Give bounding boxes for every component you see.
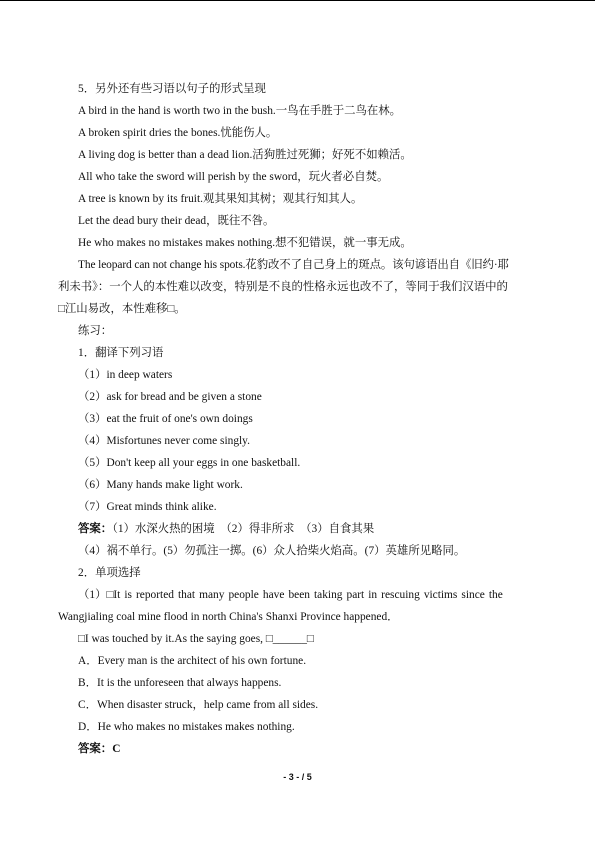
question-item: （3）eat the fruit of one's own doings [78,413,253,425]
idiom-line: A bird in the hand is worth two in the bush.一鸟在手胜于二鸟在林。 [78,105,402,117]
question-item: （4）Misfortunes never come singly. [78,435,250,447]
question-item: （1）in deep waters [78,369,173,381]
idiom-line: A tree is known by its fruit.观其果知其树；观其行知其人。 [78,193,363,205]
answer-value: C [112,743,121,755]
idiom-line: He who makes no mistakes makes nothing.想不犯错误，就一事无成。 [78,237,412,249]
question-stem: Wangjialing coal mine flood in north China's Shanxi Province happened． [58,611,399,623]
question-item: （5）Don't keep all your eggs in one basketball. [78,457,301,469]
question-stem: （1）□It is reported that many people have been taking part in rescuing victims since the [78,589,503,601]
page-content [58,78,541,760]
answer-line [78,738,541,760]
section-heading: 5．另外还有些习语以句子的形式呈现 [78,83,266,95]
leopard-paragraph-line: 利未书》：一个人的本性难以改变，特别是不良的性格永远也改不了，等同于我们汉语中的 [58,281,508,293]
answer-label: 答案： [78,743,113,755]
option-c: C．When disaster struck，help came from all sides. [78,699,319,711]
page-number: - 3 - / 5 [283,772,312,782]
top-rule [0,0,595,1]
option-d: D．He who makes no mistakes makes nothing. [78,721,295,733]
idiom-line: A broken spirit dries the bones.忧能伤人。 [78,127,278,139]
answer-text: （1）水深火热的困境 （2）得非所求 （3）自食其果 [112,523,375,535]
idiom-line: A living dog is better than a dead lion.活狗胜过死狮；好死不如赖活。 [78,149,412,161]
answer-line: （4）祸不单行。(5）勿孤注一掷。(6）众人拾柴火焰高。(7）英雄所见略同。 [78,545,466,557]
option-b: B．It is the unforeseen that always happens. [78,677,282,689]
question-item: （7）Great minds think alike. [78,501,217,513]
question-item: （6）Many hands make light work. [78,479,243,491]
idiom-line: All who take the sword will perish by the sword，玩火者必自焚。 [78,171,389,183]
exercise-title: 练习： [78,325,113,337]
leopard-paragraph-line: The leopard can not change his spots.花豹改不了自己身上的斑点。该句谚语出自《旧约·耶 [78,259,509,271]
idiom-line: Let the dead bury their dead，既往不咎。 [78,215,275,227]
question-heading: 1．翻译下列习语 [78,347,164,359]
question-item: （2）ask for bread and be given a stone [78,391,262,403]
leopard-paragraph-line: □江山易改，本性难移□。 [58,303,186,315]
answer-line [78,518,541,540]
question-heading: 2．单项选择 [78,567,141,579]
question-stem: □I was touched by it.As the saying goes, □______□ [78,633,314,645]
answer-label: 答案： [78,523,113,535]
option-a: A．Every man is the architect of his own fortune. [78,655,307,667]
